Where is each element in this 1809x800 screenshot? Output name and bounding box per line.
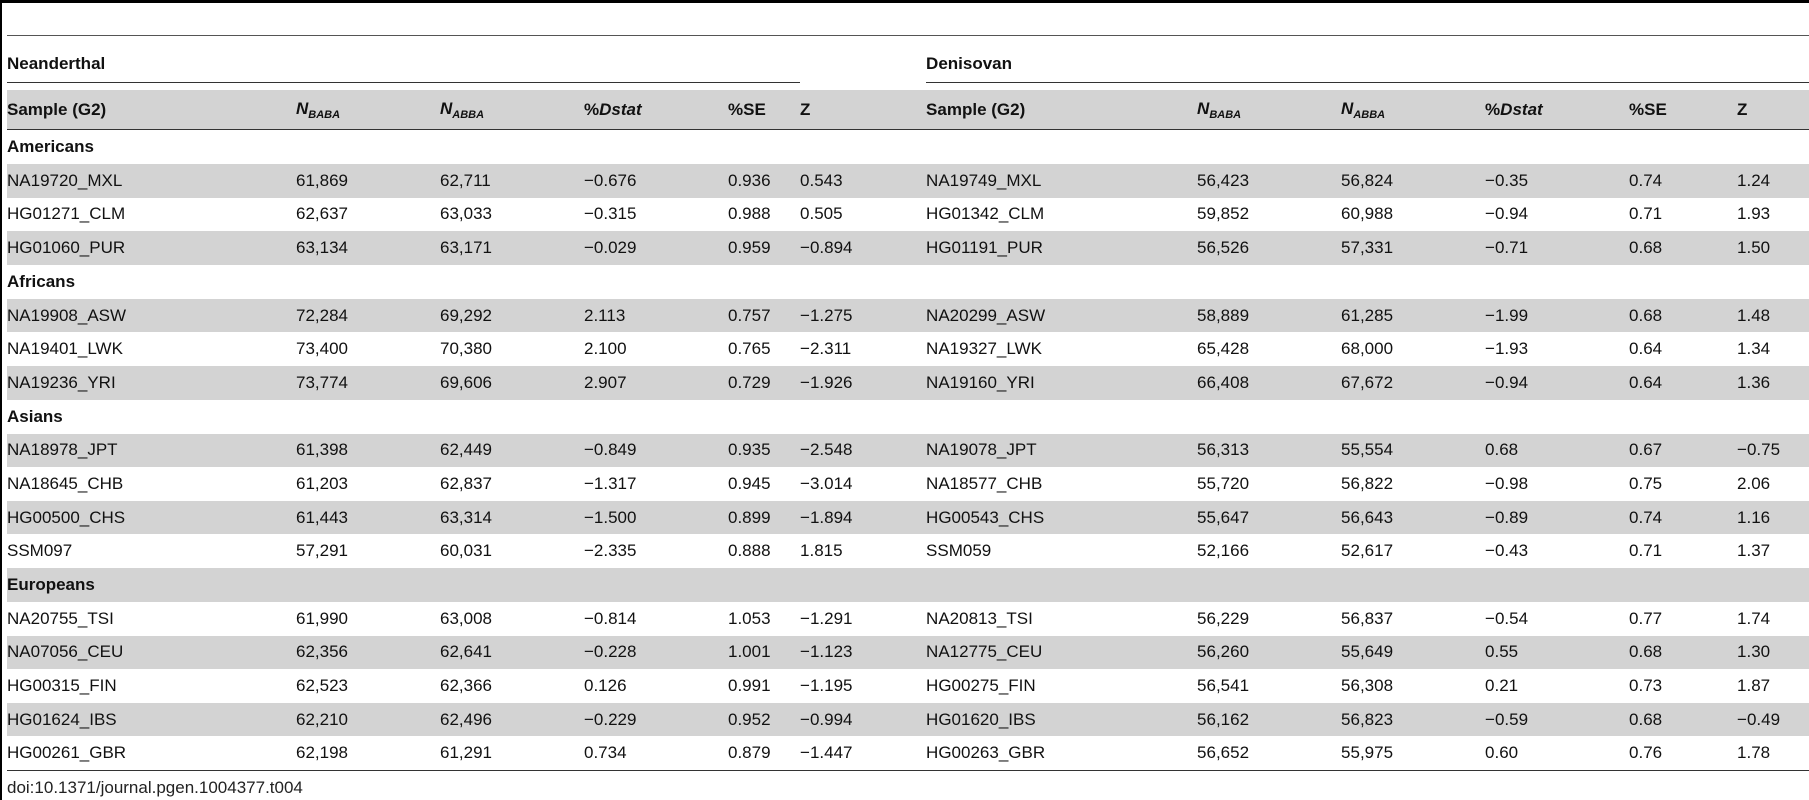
table-cell: −0.94 <box>1485 204 1529 224</box>
table-cell: 0.77 <box>1629 608 1663 628</box>
table-cell: NA18577_CHB <box>926 473 1043 493</box>
col-se-right: %SE <box>1629 90 1737 130</box>
table-cell: SSM097 <box>7 541 73 561</box>
table-cell: 0.68 <box>1485 434 1629 468</box>
table-cell: 55,975 <box>1341 736 1485 770</box>
group-denisovan <box>926 36 1809 90</box>
table-cell: 73,774 <box>296 366 440 400</box>
table-row <box>7 434 1809 468</box>
table-cell: −0.49 <box>1737 703 1809 737</box>
table-cell: 58,889 <box>1197 299 1341 333</box>
table-row <box>7 198 1809 232</box>
table-cell: −0.894 <box>800 231 926 265</box>
table-cell: HG00275_FIN <box>926 675 1036 695</box>
table-cell: 0.734 <box>584 736 728 770</box>
table-cell: 52,166 <box>1197 541 1250 561</box>
dstat-table <box>7 36 1809 771</box>
group-neanderthal-label: Neanderthal <box>7 54 800 83</box>
table-row <box>7 299 1809 333</box>
table-cell: 1.93 <box>1737 204 1771 224</box>
table-cell: −0.89 <box>1485 501 1629 535</box>
table-cell: 0.71 <box>1629 541 1663 561</box>
table-cell: 2.06 <box>1737 473 1771 493</box>
table-cell: 0.952 <box>728 703 800 737</box>
table-cell: −2.548 <box>800 434 926 468</box>
table-cell: NA20813_TSI <box>926 608 1033 628</box>
table-cell: 63,314 <box>440 501 584 535</box>
table-cell: 62,837 <box>440 473 492 493</box>
table-cell: 62,523 <box>296 675 348 695</box>
table-cell: 61,869 <box>296 164 440 198</box>
table-cell: 0.71 <box>1629 204 1663 224</box>
table-cell: 0.74 <box>1629 501 1737 535</box>
table-cell: 0.757 <box>728 299 800 333</box>
table-row <box>7 736 1809 770</box>
table-cell: 0.888 <box>728 541 771 561</box>
col-dstat-left: %Dstat <box>584 90 728 130</box>
table-cell: 0.21 <box>1485 675 1519 695</box>
table-cell: −3.014 <box>800 473 853 493</box>
table-cell: 59,852 <box>1197 204 1250 224</box>
table-cell: 55,554 <box>1341 434 1485 468</box>
table-cell: −1.894 <box>800 501 926 535</box>
col-nabba-right: $N_{ABBA}$ <box>1341 90 1485 130</box>
table-cell: 1.815 <box>800 541 843 561</box>
table-cell: −0.43 <box>1485 541 1529 561</box>
table-row <box>7 636 1809 670</box>
table-cell: 0.75 <box>1629 473 1663 493</box>
table-cell: NA19908_ASW <box>7 299 296 333</box>
table-cell: NA19078_JPT <box>926 434 1197 468</box>
table-cell: 67,672 <box>1341 366 1485 400</box>
table-cell: 56,423 <box>1197 164 1341 198</box>
table-cell: 62,366 <box>440 675 492 695</box>
table-cell: −0.849 <box>584 434 728 468</box>
table-cell: 56,260 <box>1197 636 1341 670</box>
table-cell: 57,291 <box>296 541 348 561</box>
table-cell: 1.78 <box>1737 736 1809 770</box>
table-row <box>7 332 1809 366</box>
table-cell: 1.50 <box>1737 231 1809 265</box>
table-cell: HG01060_PUR <box>7 231 296 265</box>
table-left-border <box>0 0 2 800</box>
table-cell: 2.113 <box>584 299 728 333</box>
table-cell: HG00500_CHS <box>7 501 296 535</box>
table-cell: 63,171 <box>440 231 584 265</box>
table-cell: 56,643 <box>1341 501 1485 535</box>
table-cell: 0.936 <box>728 164 800 198</box>
section-row <box>7 568 1809 602</box>
table-cell: 62,496 <box>440 703 584 737</box>
table-cell: 0.68 <box>1629 231 1737 265</box>
table-cell: NA18978_JPT <box>7 434 296 468</box>
col-dstat-right: %Dstat <box>1485 90 1629 130</box>
table-cell: −0.676 <box>584 164 728 198</box>
table-cell: 60,031 <box>440 541 492 561</box>
table-cell: 62,356 <box>296 636 440 670</box>
table-row <box>7 534 1809 568</box>
table-cell: 0.543 <box>800 164 926 198</box>
table-cell: 62,641 <box>440 636 584 670</box>
section-label: Europeans <box>7 568 1809 602</box>
table-cell: −2.311 <box>800 339 852 359</box>
table-cell: NA19749_MXL <box>926 164 1197 198</box>
table-cell: −0.229 <box>584 703 728 737</box>
table-cell: 0.765 <box>728 339 771 359</box>
table-cell: 62,637 <box>296 204 348 224</box>
col-sample-left: Sample (G2) <box>7 90 296 130</box>
table-cell: NA19236_YRI <box>7 366 296 400</box>
table-cell: 0.64 <box>1629 366 1737 400</box>
table-cell: 1.37 <box>1737 541 1771 561</box>
table-cell: 0.73 <box>1629 675 1663 695</box>
table-row <box>7 366 1809 400</box>
table-cell: 1.48 <box>1737 299 1809 333</box>
table-cell: 56,652 <box>1197 736 1341 770</box>
table-cell: −1.500 <box>584 501 728 535</box>
table-cell: 62,210 <box>296 703 440 737</box>
table-row <box>7 703 1809 737</box>
table-cell: −0.228 <box>584 636 728 670</box>
doi-caption: doi:10.1371/journal.pgen.1004377.t004 <box>7 778 303 797</box>
table-cell: 1.87 <box>1737 675 1771 695</box>
table-cell: HG00315_FIN <box>7 675 117 695</box>
table-cell: −1.195 <box>800 675 853 695</box>
table-cell: 57,331 <box>1341 231 1485 265</box>
table-cell: 56,541 <box>1197 675 1250 695</box>
table-row <box>7 467 1809 501</box>
table-cell: 73,400 <box>296 339 348 359</box>
table-cell: −0.814 <box>584 608 637 628</box>
table-row <box>7 164 1809 198</box>
table-cell: −1.317 <box>584 473 637 493</box>
table-cell: 1.053 <box>728 608 771 628</box>
table-cell: 65,428 <box>1197 339 1250 359</box>
table-cell: 0.505 <box>800 204 843 224</box>
table-row <box>7 602 1809 636</box>
table-cell: 1.001 <box>728 636 800 670</box>
table-top-border <box>0 0 1809 3</box>
section-label: Americans <box>7 137 94 156</box>
group-neanderthal <box>7 36 800 90</box>
table-cell: 0.729 <box>728 366 800 400</box>
table-cell: 72,284 <box>296 299 440 333</box>
table-cell: 1.24 <box>1737 164 1809 198</box>
table-cell: 0.126 <box>584 675 627 695</box>
table-cell: 1.16 <box>1737 501 1809 535</box>
table-cell: 68,000 <box>1341 339 1394 359</box>
table-cell: HG01624_IBS <box>7 703 296 737</box>
table-cell: 0.988 <box>728 204 771 224</box>
table-cell: HG00261_GBR <box>7 736 296 770</box>
table-cell: 69,606 <box>440 366 584 400</box>
table-cell: −0.75 <box>1737 434 1809 468</box>
table-cell: 0.60 <box>1485 736 1629 770</box>
table-cell: −1.99 <box>1485 299 1629 333</box>
table-cell: NA12775_CEU <box>926 636 1197 670</box>
table-cell: 61,291 <box>440 736 584 770</box>
table-cell: 61,285 <box>1341 299 1485 333</box>
table-cell: 52,617 <box>1341 541 1394 561</box>
table-cell: 1.36 <box>1737 366 1809 400</box>
table-cell: 56,837 <box>1341 608 1394 628</box>
col-se-left: %SE <box>728 90 800 130</box>
table-cell: 1.74 <box>1737 608 1771 628</box>
table-cell: HG01191_PUR <box>926 231 1197 265</box>
table-cell: 0.67 <box>1629 434 1737 468</box>
table-cell: 0.55 <box>1485 636 1629 670</box>
table-cell: 56,526 <box>1197 231 1341 265</box>
table-cell: 0.991 <box>728 675 771 695</box>
table-cell: 63,134 <box>296 231 440 265</box>
table-cell: −2.335 <box>584 541 637 561</box>
table-cell: 0.74 <box>1629 164 1737 198</box>
table-cell: −0.315 <box>584 204 637 224</box>
table-cell: −1.275 <box>800 299 926 333</box>
table-cell: 56,162 <box>1197 703 1341 737</box>
table-cell: −0.029 <box>584 231 728 265</box>
table-cell: NA19401_LWK <box>7 339 123 359</box>
table-row <box>7 231 1809 265</box>
table-cell: 61,443 <box>296 501 440 535</box>
table-cell: 0.68 <box>1629 636 1737 670</box>
table-cell: 0.68 <box>1629 299 1737 333</box>
table-cell: 55,720 <box>1197 473 1250 493</box>
table-cell: 69,292 <box>440 299 584 333</box>
group-header-row <box>7 36 1809 90</box>
table-cell: −1.447 <box>800 736 926 770</box>
table-cell: 0.68 <box>1629 703 1737 737</box>
table-cell: −0.59 <box>1485 703 1629 737</box>
group-denisovan-label: Denisovan <box>926 54 1809 83</box>
table-cell: 0.899 <box>728 501 800 535</box>
table-row <box>7 501 1809 535</box>
table-cell: 0.64 <box>1629 339 1663 359</box>
table-cell: 60,988 <box>1341 204 1394 224</box>
table-cell: 56,313 <box>1197 434 1341 468</box>
col-nabba-left: $N_{ABBA}$ <box>440 90 584 130</box>
col-z-left: Z <box>800 90 926 130</box>
table-cell: HG01620_IBS <box>926 703 1197 737</box>
col-z-right: Z <box>1737 90 1809 130</box>
table-cell: 56,308 <box>1341 675 1394 695</box>
table-body <box>7 130 1809 771</box>
table-cell: −1.926 <box>800 366 926 400</box>
table-cell: HG00543_CHS <box>926 501 1197 535</box>
table-cell: 56,823 <box>1341 703 1485 737</box>
table-cell: 63,008 <box>440 608 492 628</box>
table-cell: 56,824 <box>1341 164 1485 198</box>
table-cell: 61,990 <box>296 608 348 628</box>
col-nbaba-right: $N_{BABA}$ <box>1197 90 1341 130</box>
table-cell: 62,449 <box>440 434 584 468</box>
table-cell: 0.879 <box>728 736 800 770</box>
table-cell: −0.994 <box>800 703 926 737</box>
table-cell: 55,649 <box>1341 636 1485 670</box>
table-cell: 63,033 <box>440 204 492 224</box>
section-row <box>7 130 1809 165</box>
table-cell: −1.291 <box>800 608 853 628</box>
table-cell: 0.76 <box>1629 736 1737 770</box>
table-cell: 2.907 <box>584 366 728 400</box>
table-cell: 56,229 <box>1197 608 1250 628</box>
section-row <box>7 265 1809 299</box>
table-cell: 0.945 <box>728 473 771 493</box>
table-cell: 56,822 <box>1341 473 1394 493</box>
table-cell: 0.959 <box>728 231 800 265</box>
table-cell: 1.34 <box>1737 339 1771 359</box>
table-cell: −1.93 <box>1485 339 1529 359</box>
table-cell: 61,203 <box>296 473 348 493</box>
table-cell: NA19160_YRI <box>926 366 1197 400</box>
table-cell: 61,398 <box>296 434 440 468</box>
table-cell: NA20299_ASW <box>926 299 1197 333</box>
table-cell: 66,408 <box>1197 366 1341 400</box>
table-cell: −0.35 <box>1485 164 1629 198</box>
table-cell: NA19720_MXL <box>7 164 296 198</box>
section-label: Africans <box>7 271 76 291</box>
table-cell: HG01342_CLM <box>926 204 1045 224</box>
table-cell: −0.54 <box>1485 608 1529 628</box>
table-cell: SSM059 <box>926 541 992 561</box>
section-label: Asians <box>7 406 63 426</box>
table-cell: NA18645_CHB <box>7 473 124 493</box>
table-cell: 1.30 <box>1737 636 1809 670</box>
table-cell: 55,647 <box>1197 501 1341 535</box>
table-cell: 62,711 <box>440 164 584 198</box>
table-cell: −0.98 <box>1485 473 1529 493</box>
table-cell: HG00263_GBR <box>926 736 1197 770</box>
table-cell: 70,380 <box>440 339 492 359</box>
table-cell: NA07056_CEU <box>7 636 296 670</box>
table-cell: 2.100 <box>584 339 627 359</box>
table-cell: −0.94 <box>1485 366 1629 400</box>
column-header-row <box>7 90 1809 130</box>
table-row <box>7 669 1809 703</box>
table-cell: 0.935 <box>728 434 800 468</box>
col-sample-right: Sample (G2) <box>926 90 1197 130</box>
section-row <box>7 400 1809 434</box>
table-cell: NA19327_LWK <box>926 339 1042 359</box>
col-nbaba-left: $N_{BABA}$ <box>296 90 440 130</box>
table-cell: 62,198 <box>296 736 440 770</box>
table-cell: −1.123 <box>800 636 926 670</box>
table-cell: HG01271_CLM <box>7 204 126 224</box>
table-cell: NA20755_TSI <box>7 608 114 628</box>
table-cell: −0.71 <box>1485 231 1629 265</box>
